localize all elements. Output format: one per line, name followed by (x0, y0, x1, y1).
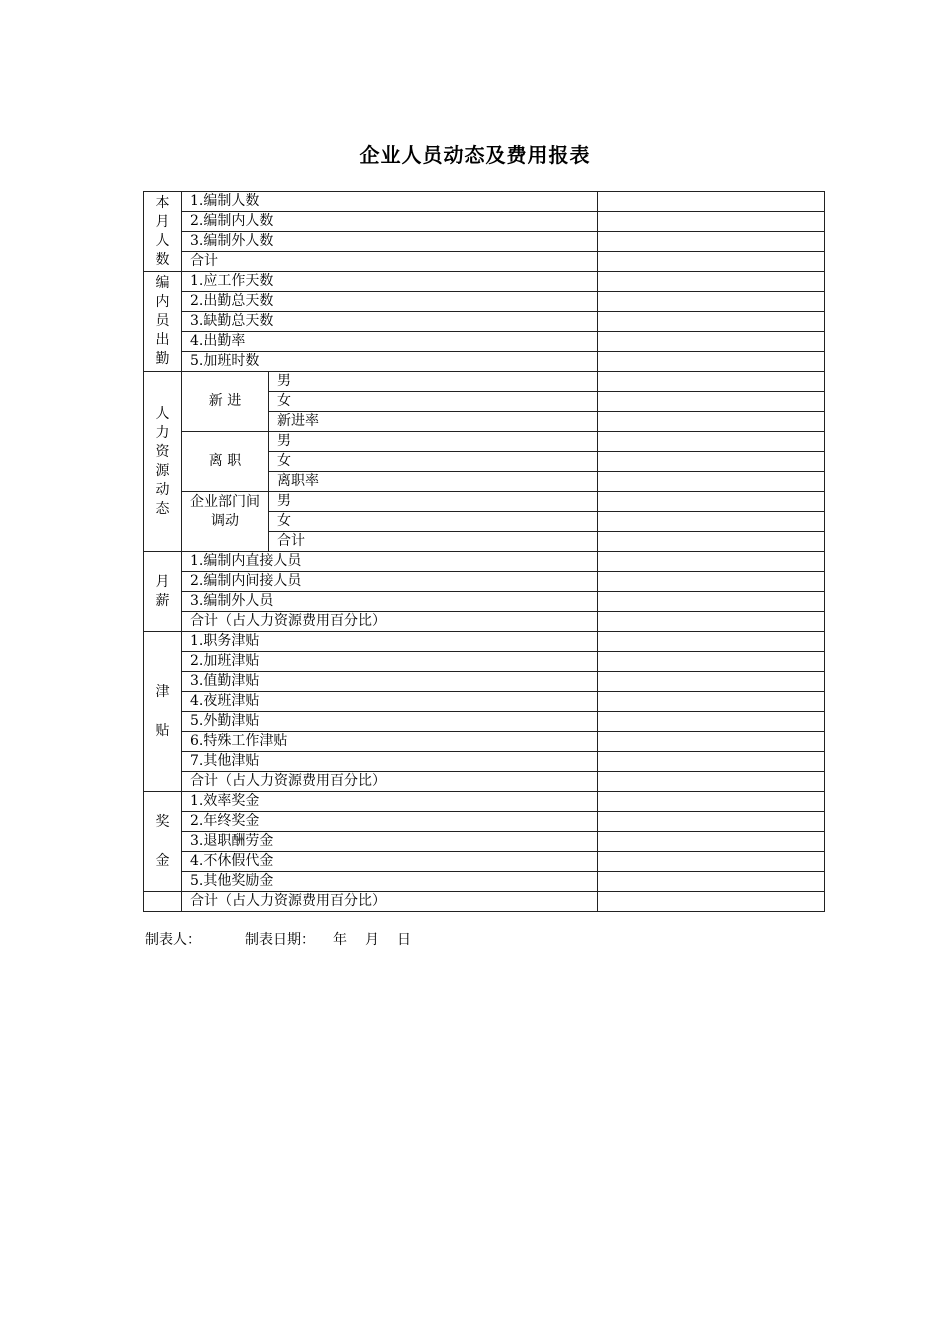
item-label: 2.编制内间接人员 (182, 572, 598, 592)
date-month: 月 (365, 932, 379, 948)
item-label: 离职率 (269, 472, 598, 492)
value-cell[interactable] (598, 592, 825, 612)
category-hr-dynamics: 人力资源动态 (144, 372, 182, 552)
category-attendance: 编内员出勤 (144, 272, 182, 372)
category-allowance: 津 贴 (144, 632, 182, 792)
table-row (144, 852, 825, 872)
item-label: 女 (269, 512, 598, 532)
value-cell[interactable] (598, 232, 825, 252)
value-cell[interactable] (598, 492, 825, 512)
item-label: 3.编制外人数 (182, 232, 598, 252)
item-label: 1.编制人数 (182, 192, 598, 212)
table-row (144, 732, 825, 752)
item-label: 2.年终奖金 (182, 812, 598, 832)
table-row (144, 772, 825, 792)
item-label: 4.夜班津贴 (182, 692, 598, 712)
value-cell[interactable] (598, 432, 825, 452)
table-row (144, 492, 825, 512)
table-row (144, 812, 825, 832)
value-cell[interactable] (598, 252, 825, 272)
item-label: 1.职务津贴 (182, 632, 598, 652)
report-table (143, 191, 825, 912)
date-year: 年 (333, 932, 347, 948)
grand-total-label: 合计（占人力资源费用百分比） (182, 892, 598, 912)
value-cell[interactable] (598, 652, 825, 672)
value-cell[interactable] (598, 732, 825, 752)
value-cell[interactable] (598, 752, 825, 772)
table-row (144, 652, 825, 672)
category-blank (144, 892, 182, 912)
item-label: 7.其他津贴 (182, 752, 598, 772)
item-label: 2.加班津贴 (182, 652, 598, 672)
table-row (144, 792, 825, 812)
group-new-hires: 新 进 (182, 372, 269, 432)
item-label: 男 (269, 492, 598, 512)
table-row (144, 592, 825, 612)
table-row (144, 292, 825, 312)
value-cell[interactable] (598, 612, 825, 632)
item-label: 5.外勤津贴 (182, 712, 598, 732)
value-cell[interactable] (598, 472, 825, 492)
item-label: 5.其他奖励金 (182, 872, 598, 892)
value-cell[interactable] (598, 352, 825, 372)
table-row (144, 892, 825, 912)
table-row (144, 252, 825, 272)
date-label: 制表日期： (245, 932, 315, 948)
table-row (144, 752, 825, 772)
value-cell[interactable] (598, 512, 825, 532)
table-row (144, 372, 825, 392)
value-cell[interactable] (598, 392, 825, 412)
item-label: 5.加班时数 (182, 352, 598, 372)
value-cell[interactable] (598, 672, 825, 692)
table-row (144, 632, 825, 652)
report-title: 企业人员动态及费用报表 (359, 143, 591, 167)
item-label: 1.效率奖金 (182, 792, 598, 812)
item-label: 合计（占人力资源费用百分比） (182, 772, 598, 792)
table-row (144, 272, 825, 292)
value-cell[interactable] (598, 532, 825, 552)
table-row (144, 432, 825, 452)
table-row (144, 572, 825, 592)
group-resignations: 离 职 (182, 432, 269, 492)
value-cell[interactable] (598, 452, 825, 472)
table-row (144, 312, 825, 332)
table-row (144, 712, 825, 732)
value-cell[interactable] (598, 772, 825, 792)
date-day: 日 (397, 932, 411, 948)
value-cell[interactable] (598, 412, 825, 432)
value-cell[interactable] (598, 192, 825, 212)
group-transfers: 企业部门间调动 (182, 492, 269, 552)
value-cell[interactable] (598, 572, 825, 592)
table-row (144, 352, 825, 372)
item-label: 4.不休假代金 (182, 852, 598, 872)
table-row (144, 672, 825, 692)
table-row (144, 212, 825, 232)
table-row (144, 232, 825, 252)
value-cell[interactable] (598, 292, 825, 312)
item-label: 1.编制内直接人员 (182, 552, 598, 572)
value-cell[interactable] (598, 632, 825, 652)
item-label: 4.出勤率 (182, 332, 598, 352)
value-cell[interactable] (598, 372, 825, 392)
category-headcount: 本月人数 (144, 192, 182, 272)
value-cell[interactable] (598, 712, 825, 732)
table-row (144, 832, 825, 852)
value-cell[interactable] (598, 832, 825, 852)
item-label: 1.应工作天数 (182, 272, 598, 292)
value-cell[interactable] (598, 872, 825, 892)
report-footer (145, 930, 411, 950)
item-label: 合计 (269, 532, 598, 552)
value-cell[interactable] (598, 212, 825, 232)
item-label: 女 (269, 392, 598, 412)
value-cell[interactable] (598, 852, 825, 872)
item-label: 男 (269, 372, 598, 392)
value-cell[interactable] (598, 272, 825, 292)
table-row (144, 552, 825, 572)
item-label: 3.编制外人员 (182, 592, 598, 612)
value-cell[interactable] (598, 552, 825, 572)
table-row (144, 332, 825, 352)
value-cell[interactable] (598, 692, 825, 712)
value-cell[interactable] (598, 812, 825, 832)
table-row (144, 612, 825, 632)
item-label: 6.特殊工作津贴 (182, 732, 598, 752)
value-cell[interactable] (598, 792, 825, 812)
table-row (144, 872, 825, 892)
item-label: 3.退职酬劳金 (182, 832, 598, 852)
table-row (144, 692, 825, 712)
item-label: 男 (269, 432, 598, 452)
item-label: 3.缺勤总天数 (182, 312, 598, 332)
category-salary: 月薪 (144, 552, 182, 632)
value-cell[interactable] (598, 892, 825, 912)
item-label: 2.出勤总天数 (182, 292, 598, 312)
value-cell[interactable] (598, 312, 825, 332)
item-label: 2.编制内人数 (182, 212, 598, 232)
item-label: 3.值勤津贴 (182, 672, 598, 692)
preparer-label: 制表人： (145, 932, 201, 948)
item-label: 合计 (182, 252, 598, 272)
category-bonus: 奖 金 (144, 792, 182, 892)
table-row (144, 192, 825, 212)
value-cell[interactable] (598, 332, 825, 352)
item-label: 新进率 (269, 412, 598, 432)
item-label: 合计（占人力资源费用百分比） (182, 612, 598, 632)
item-label: 女 (269, 452, 598, 472)
